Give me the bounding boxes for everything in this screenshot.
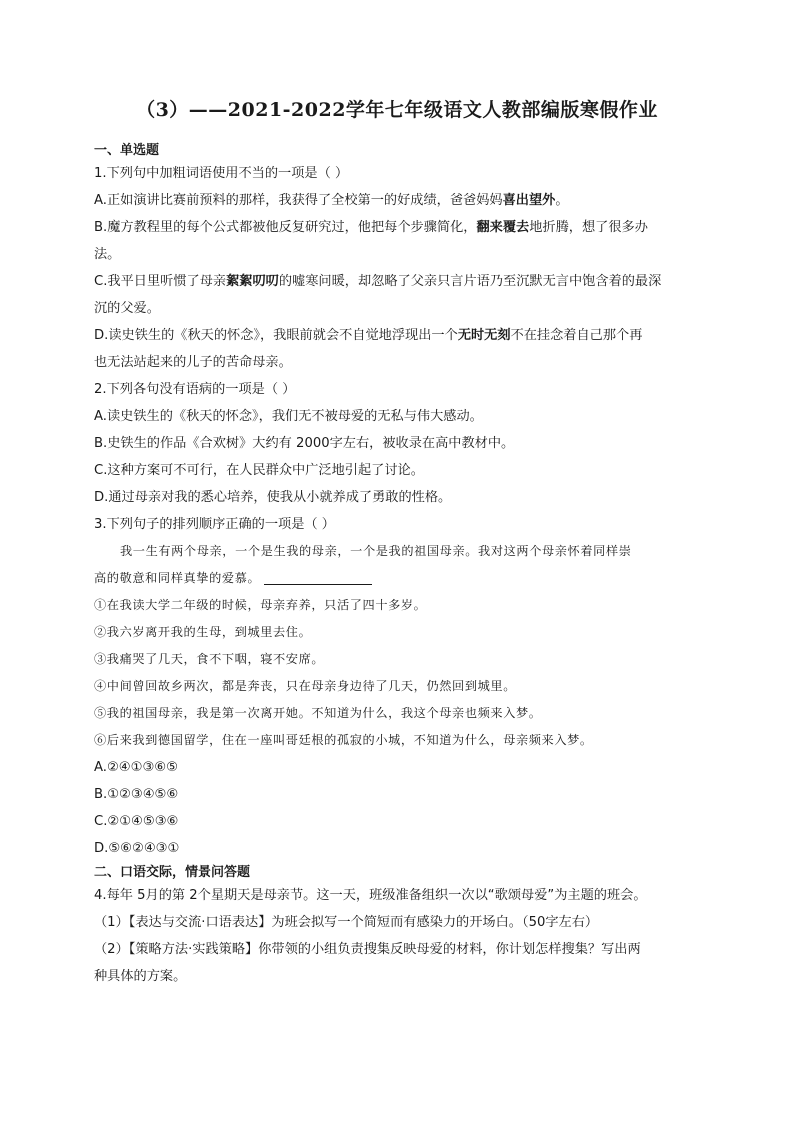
q3-sentence-4: ④中间曾回故乡两次，都是奔丧，只在母亲身边待了几天，仍然回到城里。 <box>94 679 516 693</box>
q2-stem: 2.下列各句没有语病的一项是（ ） <box>94 382 296 397</box>
q2-option-a: A.读史铁生的《秋天的怀念》，我们无不被母爱的无私与伟大感动。 <box>94 409 483 424</box>
q1-c-text: C.我平日里听惯了母亲 <box>94 274 227 289</box>
q1-b-text: B.魔方教程里的每个公式都被他反复研究过，他把每个步骤简化， <box>94 220 477 235</box>
q4-part-2-cont: 种具体的方案。 <box>94 969 187 984</box>
document-body <box>94 142 704 990</box>
q3-option-c: C.②①④⑤③⑥ <box>94 814 179 829</box>
q1-a-text: A.正如演讲比赛前预料的那样，我获得了全校第一的好成绩，爸爸妈妈 <box>94 193 503 208</box>
q2-option-d: D.通过母亲对我的悉心培养，使我从小就养成了勇敢的性格。 <box>94 490 452 505</box>
q3-passage-line-2 <box>94 565 704 592</box>
page-title: （3）——2021-2022学年七年级语文人教部编版寒假作业 <box>136 99 658 121</box>
q1-c-end: 的嘘寒问暖，却忽略了父亲只言片语乃至沉默无言中饱含着的最深 <box>278 274 662 289</box>
q1-d-text: D.读史铁生的《秋天的怀念》，我眼前就会不自觉地浮现出一个 <box>94 328 458 343</box>
q1-d-end: 不在挂念着自己那个再 <box>510 328 643 343</box>
q1-c-bold-word: 絮絮叨叨 <box>226 274 279 289</box>
q1-stem: 1.下列句中加粗词语使用不当的一项是（ ） <box>94 166 349 181</box>
q3-sentence-6: ⑥后来我到德国留学，住在一座叫哥廷根的孤寂的小城，不知道为什么，母亲频来入梦。 <box>94 733 593 747</box>
q3-passage-line-1: 我一生有两个母亲，一个是生我的母亲，一个是我的祖国母亲。我对这两个母亲怀着同样崇 <box>120 544 632 558</box>
q1-option-c <box>94 268 704 295</box>
q1-d-bold-word: 无时无刻 <box>457 328 511 343</box>
q1-option-d <box>94 322 704 349</box>
q3-stem: 3.下列句子的排列顺序正确的一项是（ ） <box>94 517 335 532</box>
q4-stem: 4.每年 5月的第 2个星期天是母亲节。这一天，班级准备组织一次以“歌颂母爱”为主题的班会。 <box>94 888 647 903</box>
q4-part-2: （2）【策略方法·实践策略】你带领的小组负责搜集反映母爱的材料，你计划怎样搜集？写出两 <box>94 942 641 957</box>
q1-b-end: 地折腾，想了很多办 <box>529 220 648 235</box>
q3-sentence-5: ⑤我的祖国母亲，我是第一次离开她。不知道为什么，我这个母亲也频来入梦。 <box>94 706 542 720</box>
q3-sentence-3: ③我痛哭了几天，食不下咽，寝不安席。 <box>94 652 325 666</box>
q1-b-bold-word: 翻来覆去 <box>476 220 530 235</box>
q3-sentence-2: ②我六岁离开我的生母，到城里去住。 <box>94 625 312 639</box>
q1-option-c-cont: 沉的父爱。 <box>94 301 160 316</box>
section-heading-oral: 二、口语交际，情景问答题 <box>94 865 251 880</box>
q3-answer-blank <box>264 570 372 585</box>
q3-option-d: D.⑤⑥②④③① <box>94 841 180 856</box>
section-heading-single-choice: 一、单选题 <box>94 143 160 158</box>
q3-sentence-1: ①在我读大学二年级的时候，母亲弃养，只活了四十多岁。 <box>94 598 427 612</box>
q1-a-bold-word: 喜出望外 <box>502 193 556 208</box>
q1-option-d-cont: 也无法站起来的儿子的苦命母亲。 <box>94 355 292 370</box>
q1-option-b <box>94 214 704 241</box>
q2-option-c: C.这种方案可不可行，在人民群众中广泛地引起了讨论。 <box>94 463 424 478</box>
q1-option-b-cont: 法。 <box>94 247 121 262</box>
q4-part-1: （1）【表达与交流·口语表达】为班会拟写一个简短而有感染力的开场白。（50字左右） <box>94 915 599 930</box>
q1-option-a <box>94 187 704 214</box>
q2-option-b: B.史铁生的作品《合欢树》大约有 2000字左右，被收录在高中教材中。 <box>94 436 515 451</box>
q3-option-a: A.②④①③⑥⑤ <box>94 760 178 775</box>
q3-option-b: B.①②③④⑤⑥ <box>94 787 179 802</box>
q1-a-end: 。 <box>555 193 569 208</box>
q3-passage-text: 高的敬意和同样真挚的爱慕。 <box>94 571 261 585</box>
